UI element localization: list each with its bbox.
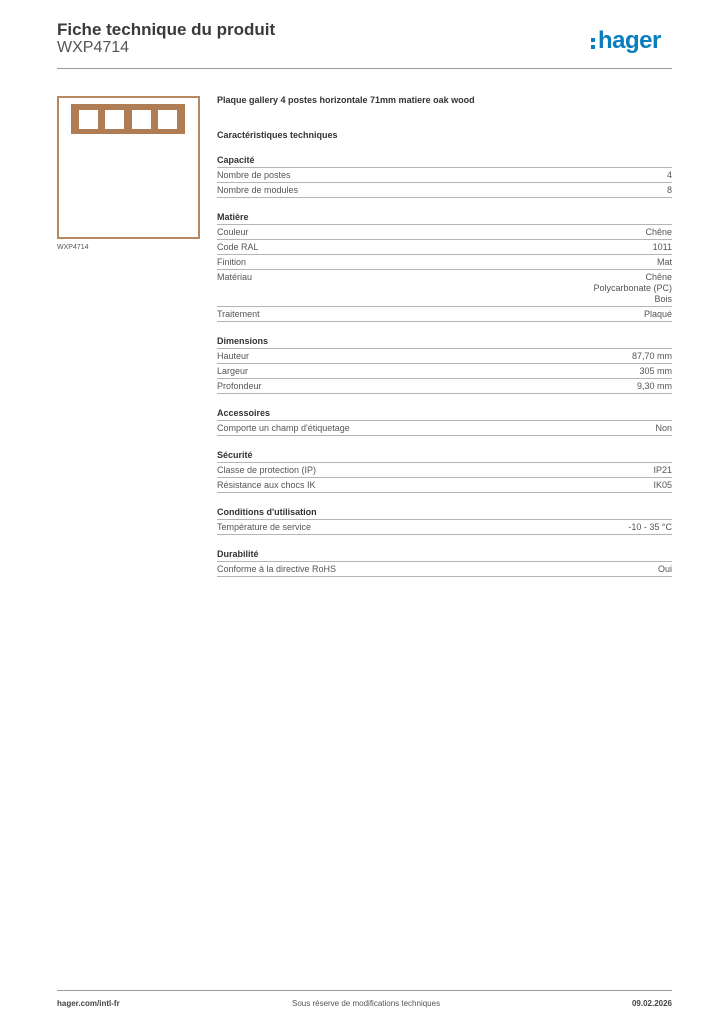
wood-plate-illustration [71, 104, 185, 134]
spec-row [217, 183, 672, 198]
logo-text: hager [598, 27, 661, 54]
spec-row [217, 255, 672, 270]
spec-label: Matériau [217, 272, 253, 282]
spec-value: Plaqué [643, 309, 672, 319]
spec-row [217, 349, 672, 364]
spec-section [217, 212, 672, 322]
section-title: Durabilité [217, 549, 672, 562]
spec-value: Chêne Polycarbonate (PC) Bois [593, 272, 672, 304]
spec-label: Largeur [217, 366, 249, 376]
spec-row [217, 379, 672, 394]
spec-label: Classe de protection (IP) [217, 465, 317, 475]
plate-slot [79, 110, 98, 129]
footer-divider [57, 990, 672, 991]
spec-label: Température de service [217, 522, 312, 532]
spec-value: 1011 [652, 242, 672, 252]
spec-row [217, 364, 672, 379]
spec-label: Hauteur [217, 351, 250, 361]
spec-section [217, 549, 672, 577]
spec-row [217, 421, 672, 436]
spec-row [217, 225, 672, 240]
spec-row [217, 270, 672, 307]
spec-section [217, 155, 672, 198]
spec-sections [217, 155, 672, 577]
header-divider [57, 68, 672, 69]
spec-value: Oui [657, 564, 672, 574]
product-image [57, 96, 200, 239]
spec-content [217, 95, 672, 577]
spec-row [217, 240, 672, 255]
spec-label: Comporte un champ d'étiquetage [217, 423, 350, 433]
spec-row [217, 307, 672, 322]
section-title: Dimensions [217, 336, 672, 349]
spec-value: 4 [666, 170, 672, 180]
logo-mark-icon [591, 38, 595, 49]
section-title: Accessoires [217, 408, 672, 421]
spec-label: Traitement [217, 309, 260, 319]
spec-label: Profondeur [217, 381, 262, 391]
spec-value: Chêne [645, 227, 672, 237]
footer-website[interactable]: hager.com/intl-fr [57, 999, 120, 1008]
spec-row [217, 463, 672, 478]
spec-section [217, 336, 672, 394]
spec-label: Nombre de postes [217, 170, 291, 180]
spec-row [217, 562, 672, 577]
technical-heading: Caractéristiques techniques [217, 130, 338, 140]
footer-date: 09.02.2026 [631, 999, 672, 1008]
section-title: Conditions d'utilisation [217, 507, 672, 520]
spec-value: IP21 [653, 465, 672, 475]
spec-section [217, 507, 672, 535]
footer-notice: Sous réserve de modifications techniques [292, 999, 441, 1008]
spec-label: Conforme à la directive RoHS [217, 564, 337, 574]
section-title: Matière [217, 212, 672, 225]
spec-label: Finition [217, 257, 247, 267]
document-title: Fiche technique du produit [57, 20, 276, 39]
spec-value: 87,70 mm [631, 351, 672, 361]
hager-logo [591, 26, 661, 56]
spec-value: 8 [666, 185, 672, 195]
product-description: Plaque gallery 4 postes horizontale 71mm matiere oak wood [217, 95, 475, 105]
spec-row [217, 478, 672, 493]
spec-value: Mat [656, 257, 672, 267]
spec-value: 9,30 mm [636, 381, 672, 391]
section-title: Sécurité [217, 450, 672, 463]
spec-section [217, 408, 672, 436]
spec-label: Code RAL [217, 242, 259, 252]
product-reference: WXP4714 [57, 39, 130, 56]
spec-value: 305 mm [639, 366, 672, 376]
spec-row [217, 520, 672, 535]
image-caption: WXP4714 [57, 244, 89, 251]
spec-value: -10 - 35 °C [628, 522, 672, 532]
plate-slot [158, 110, 177, 129]
spec-value: Non [655, 423, 672, 433]
spec-row [217, 168, 672, 183]
plate-slot [132, 110, 151, 129]
spec-label: Résistance aux chocs IK [217, 480, 316, 490]
spec-section [217, 450, 672, 493]
section-title: Capacité [217, 155, 672, 168]
plate-slot [105, 110, 124, 129]
spec-value: IK05 [653, 480, 672, 490]
spec-label: Nombre de modules [217, 185, 299, 195]
spec-label: Couleur [217, 227, 249, 237]
